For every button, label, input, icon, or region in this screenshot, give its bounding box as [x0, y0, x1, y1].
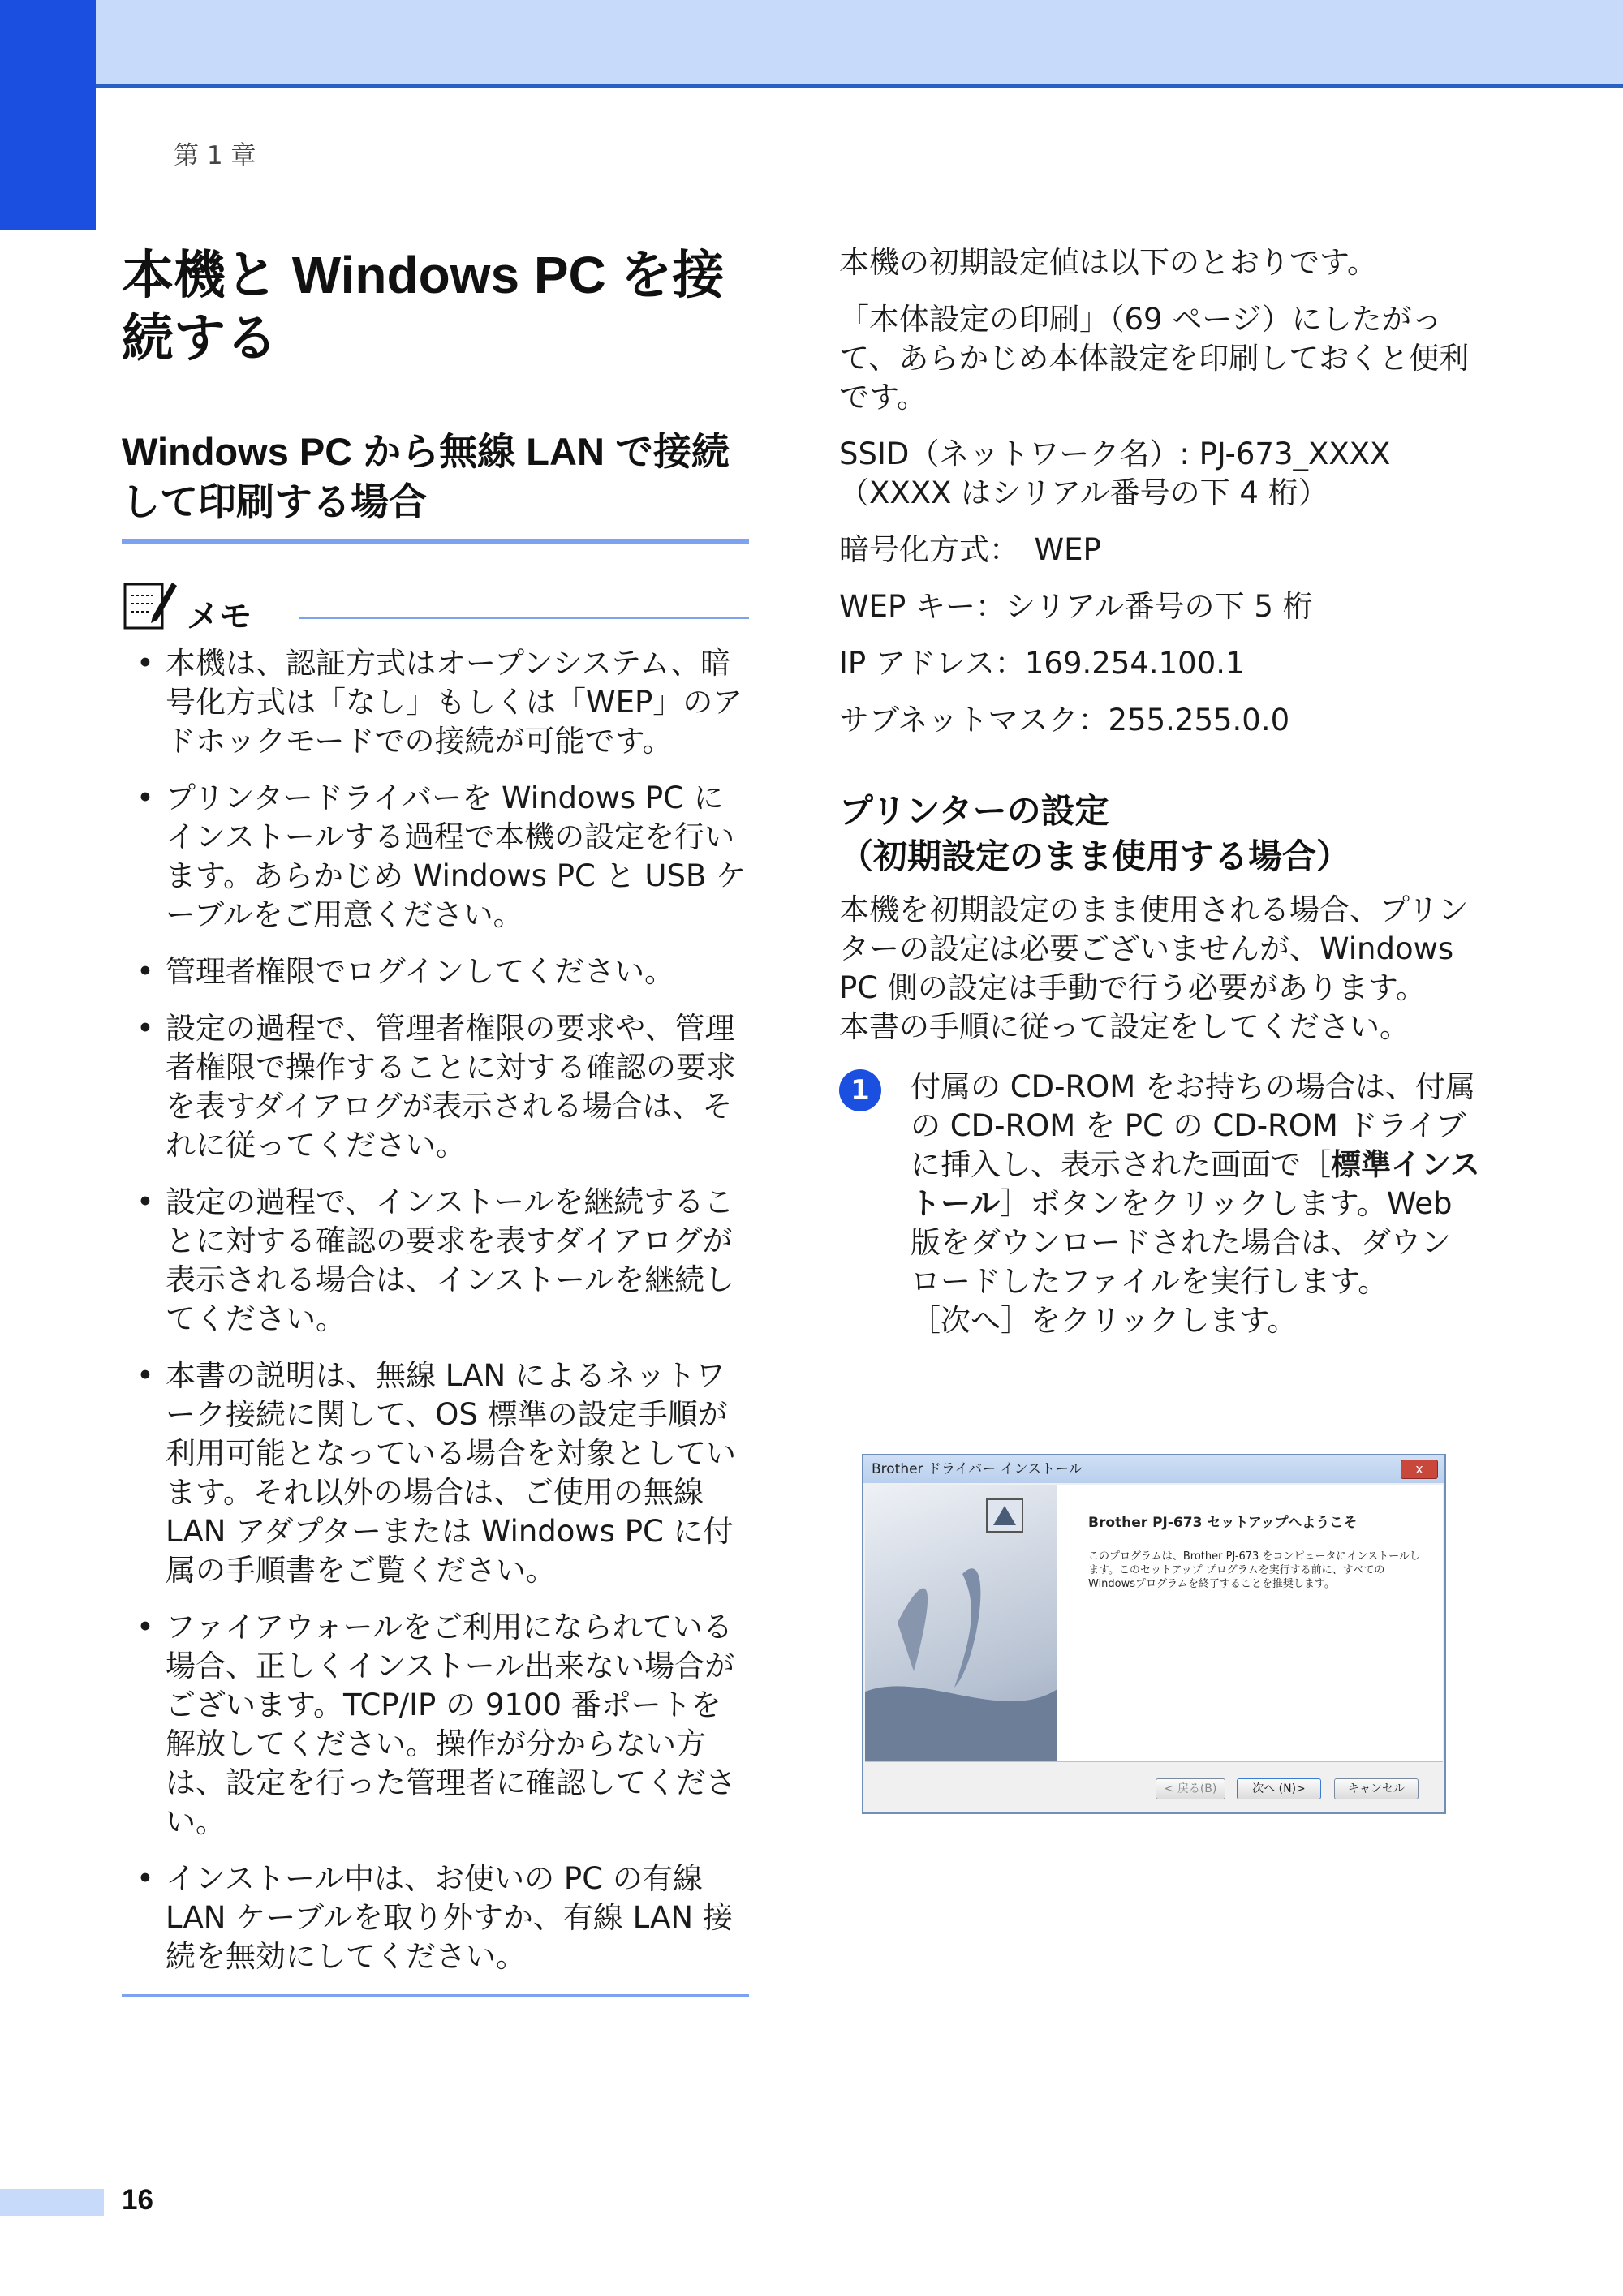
note-item: • インストール中は、お使いの PC の有線 LAN ケーブルを取り外すか、有線 LAN 接続を無効にしてください。 [136, 1861, 733, 1974]
dialog-titlebar: Brother ドライバー インストール x [863, 1455, 1444, 1483]
encryption-value: 暗号化方式： WEP [839, 532, 1101, 567]
memo-rule [299, 617, 749, 619]
ip-address-value: IP アドレス：169.254.100.1 [839, 646, 1245, 681]
note-item: • ファイアウォールをご利用になられている場合、正しくインストール出来ない場合がございます。TCP/IP の 9100 番ポートを解放してください。操作が分からない方は、設定を行った管理者に確認してください。 [136, 1610, 736, 1839]
header-band [0, 0, 1623, 86]
note-item: • 本機は、認証方式はオープンシステム、暗号化方式は「なし」もしくは「WEP」のアドホックモードでの接続が可能です。 [136, 646, 743, 759]
page-number: 16 [122, 2184, 153, 2216]
close-button[interactable]: x [1401, 1460, 1438, 1479]
chapter-label: 第 1 章 [174, 141, 256, 170]
step-number-badge: 1 [839, 1069, 881, 1111]
dialog-body [865, 1485, 1443, 1761]
page-number-band [0, 2189, 104, 2216]
printer-settings-text: 本機を初期設定のまま使用される場合、プリンターの設定は必要ございませんが、Windows PC 側の設定は手動で行う必要があります。 [839, 892, 1469, 1005]
page-title: 本機と Windows PC を接続する [122, 246, 725, 368]
printer-settings-instruction: 本書の手順に従って設定をしてください。 [839, 1009, 1410, 1044]
ssid-value: SSID（ネットワーク名）: PJ-673_XXXX （XXXX はシリアル番号の下 4 桁） [839, 436, 1391, 510]
cancel-button[interactable]: キャンセル [1334, 1778, 1419, 1799]
section-title: Windows PC から無線 LAN で接続して印刷する場合 [122, 430, 730, 523]
back-button[interactable]: < 戻る(B) [1156, 1778, 1225, 1799]
installer-dialog [862, 1454, 1446, 1814]
memo-label: メモ [187, 598, 252, 635]
wep-key-value: WEP キー：シリアル番号の下 5 桁 [839, 589, 1313, 624]
chapter-tab [0, 0, 96, 230]
dialog-heading: Brother PJ-673 セットアップへようこそ [1088, 1515, 1358, 1531]
memo-pencil-icon [122, 576, 179, 633]
left-column [122, 243, 749, 1997]
printer-settings-heading: プリンターの設定 （初期設定のまま使用する場合） [839, 792, 1351, 875]
note-item: • 設定の過程で、管理者権限の要求や、管理者権限で操作することに対する確認の要求を表すダイアログが表示される場合は、それに従ってください。 [136, 1011, 736, 1163]
step-1: 1 付属の CD-ROM をお持ちの場合は、付属の CD-ROM を PC の CD-ROM ドライブに挿入し、表示された画面で［標準インストール］ボタンをクリックします。Web 版をダウンロードされた場合は、ダウンロードしたファイルを実行します。 ［次へ］をクリックします。 [839, 1068, 1480, 1340]
dialog-body-text: このプログラムは、Brother PJ-673 をコンピュータにインストールします。このセットアップ プログラムを実行する前に、すべてのWindowsプログラムを終了することを推奨します。 [1088, 1550, 1420, 1590]
defaults-intro: 本機の初期設定値は以下のとおりです。 [839, 245, 1378, 280]
dialog-footer [865, 1761, 1443, 1811]
next-button[interactable]: 次へ (N)> [1237, 1778, 1321, 1799]
memo-header [122, 576, 749, 633]
right-column [839, 243, 1480, 1340]
header-rule [96, 84, 1623, 88]
note-item: • 設定の過程で、インストールを継続することに対する確認の要求を表すダイアログが表示される場合は、インストールを継続してください。 [136, 1185, 735, 1336]
memo-end-rule [122, 1994, 749, 1997]
subnet-mask-value: サブネットマスク：255.255.0.0 [839, 703, 1290, 737]
note-item: • 本書の説明は、無線 LAN によるネットワーク接続に関して、OS 標準の設定手順が利用可能となっている場合を対象としています。それ以外の場合は、ご使用の無線 LAN アダプターまたは Windows PC に付属の手順書をご覧ください。 [136, 1358, 736, 1588]
dialog-side-graphic [865, 1485, 1057, 1761]
section-rule [122, 539, 749, 544]
wave-graphic-icon [865, 1485, 1057, 1761]
note-item: • 管理者権限でログインしてください。 [136, 954, 675, 989]
print-settings-note: 「本体設定の印刷」（69 ページ）にしたがって、あらかじめ本体設定を印刷しておくと便利です。 [839, 302, 1470, 415]
note-item: • プリンタードライバーを Windows PC にインストールする過程で本機の設定を行います。あらかじめ Windows PC と USB ケーブルをご用意ください。 [136, 780, 747, 932]
memo-notes [122, 644, 749, 1976]
